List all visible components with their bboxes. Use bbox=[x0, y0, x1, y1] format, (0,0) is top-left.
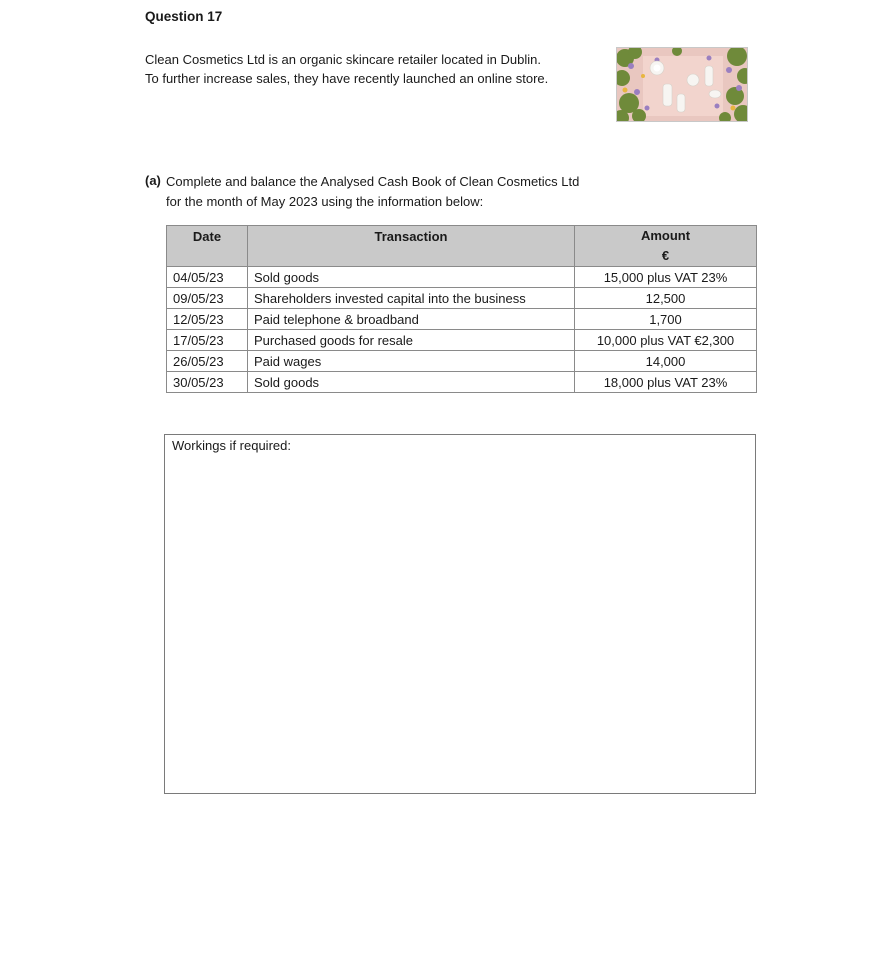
row-transaction: Sold goods bbox=[248, 372, 575, 393]
row-date: 04/05/23 bbox=[167, 267, 248, 288]
table-row bbox=[167, 288, 757, 309]
intro-line-1: Clean Cosmetics Ltd is an organic skincare retailer located in Dublin. bbox=[145, 52, 541, 67]
row-transaction: Purchased goods for resale bbox=[248, 330, 575, 351]
table-row bbox=[167, 330, 757, 351]
row-date: 09/05/23 bbox=[167, 288, 248, 309]
row-date: 12/05/23 bbox=[167, 309, 248, 330]
row-date: 30/05/23 bbox=[167, 372, 248, 393]
row-amount: 14,000 bbox=[575, 351, 757, 372]
row-transaction: Shareholders invested capital into the business bbox=[248, 288, 575, 309]
row-amount: 15,000 plus VAT 23% bbox=[575, 267, 757, 288]
date-column-header: Date bbox=[167, 226, 248, 267]
row-amount: 18,000 plus VAT 23% bbox=[575, 372, 757, 393]
table-header-row bbox=[167, 226, 757, 267]
row-amount: 10,000 plus VAT €2,300 bbox=[575, 330, 757, 351]
row-date: 17/05/23 bbox=[167, 330, 248, 351]
row-amount: 12,500 bbox=[575, 288, 757, 309]
question-title: Question 17 bbox=[145, 9, 223, 24]
amount-column-header bbox=[575, 226, 757, 267]
row-transaction: Sold goods bbox=[248, 267, 575, 288]
row-date: 26/05/23 bbox=[167, 351, 248, 372]
intro-line-2: To further increase sales, they have recently launched an online store. bbox=[145, 71, 549, 86]
amount-header-label: Amount bbox=[640, 228, 691, 243]
table-row bbox=[167, 267, 757, 288]
workings-label: Workings if required: bbox=[172, 438, 291, 453]
table-row bbox=[167, 309, 757, 330]
table-row bbox=[167, 351, 757, 372]
transactions-table bbox=[166, 225, 757, 393]
currency-symbol: € bbox=[661, 248, 670, 263]
part-a-label: (a) bbox=[145, 173, 161, 188]
table-row bbox=[167, 372, 757, 393]
row-amount: 1,700 bbox=[575, 309, 757, 330]
cosmetics-photo bbox=[616, 47, 748, 122]
transaction-column-header: Transaction bbox=[248, 226, 575, 267]
part-a-instruction-line-1: Complete and balance the Analysed Cash Book of Clean Cosmetics Ltd bbox=[166, 174, 580, 189]
row-transaction: Paid wages bbox=[248, 351, 575, 372]
workings-answer-box[interactable] bbox=[164, 434, 756, 794]
row-transaction: Paid telephone & broadband bbox=[248, 309, 575, 330]
part-a-instruction-line-2: for the month of May 2023 using the information below: bbox=[166, 194, 484, 209]
